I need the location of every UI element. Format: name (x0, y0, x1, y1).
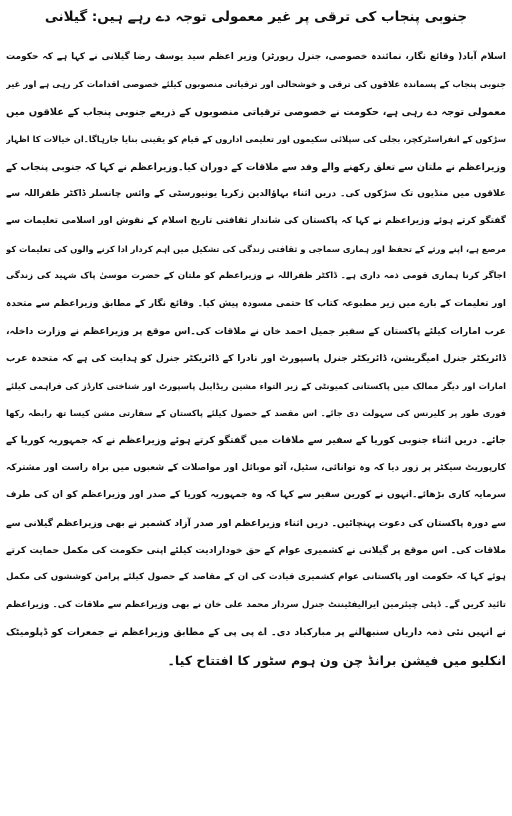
article-line: ڈائریکٹر جنرل امیگریشن، ڈائریکٹر جنرل پاسپورٹ اور نادرا کے ڈائریکٹر جنرل کو ہدایت کی ہے کہ متحدہ عرب (6, 353, 506, 365)
article-line: ہوئے کہا کہ حکومت اور پاکستانی عوام کشمیری قیادت کی ان کے مقاصد کے حصول کیلئے پرامن کوششوں کی مکمل (6, 572, 506, 583)
headline: جنوبی پنجاب کی ترقی پر غیر معمولی توجہ دے رہے ہیں: گیلانی (44, 9, 468, 25)
article-line: انکلیو میں فیشن برانڈ چن ون ہوم سٹور کا افتتاح کیا۔ (167, 652, 506, 668)
article-line: اجاگر کرنا ہماری قومی ذمہ داری ہے۔ ڈاکٹر ظفراللہ نے وزیراعظم کو ملتان کے حضرت موسیٰ پاک شہید کی زندگی (6, 271, 506, 282)
article-line: سے دورہ پاکستان کی دعوت پہنچائیں۔ دریں اثناء وزیراعظم اور صدر آزاد کشمیر نے بھی وزیراعظم گیلانی سے (6, 517, 506, 529)
article-line: اسلام آباد( وقائع نگار، نمائندہ خصوصی، جنرل رپورٹر) وزیر اعظم سید یوسف رضا گیلانی نے کہا ہے کہ حکومت (6, 52, 506, 62)
article-line: علاقوں میں منڈیوں تک سڑکوں کی۔ دریں اثناء بہاؤالدین زکریا یونیورسٹی کے وائس چانسلر ڈاکٹر ظفراللہ سے (6, 188, 506, 199)
article-line: فوری طور پر کلیرنس کی سہولت دی جائے۔ اس مقصد کے حصول کیلئے پاکستان کے سفارتی مشن کیسا تھ رابطہ رکھا (6, 408, 506, 419)
article-line: ملاقات کی۔ اس موقع پر گیلانی نے کشمیری عوام کے حق خودارادیت کیلئے اپنی حکومت کی مکمل حمایت کرتے (6, 545, 506, 557)
article-line: امارات اور دیگر ممالک میں پاکستانی کمیونٹی کے زیر التواء مشین ریڈایبل پاسپورٹ اور شناختی کارڈز کی فراہمی کیلئے (6, 380, 506, 391)
article-line: وزیراعظم نے ملتان سے تعلق رکھنے والے وفد سے ملاقات کے دوران کیا۔وزیراعظم نے کہا کہ جنوبی پنجاب کے (6, 161, 506, 173)
article-line: جنوبی پنجاب کے پسماندہ علاقوں کی ترقی و خوشحالی اور ترقیاتی منصوبوں کیلئے خصوصی اقدامات کر رہی ہے اور غیر (6, 79, 506, 90)
article-line: جائے۔ دریں اثناء جنوبی کوریا کے سفیر سے ملاقات میں گفتگو کرتے ہوئے وزیراعظم نے کہ جمہوریہ کوریا کے (6, 435, 506, 447)
article-line: نے انہیں نئی ذمہ داریاں سنبھالنے پر مبارکباد دی۔ اے پی پی کے مطابق وزیراعظم نے جمعرات کو ڈپلومیٹک (6, 627, 506, 639)
article-line: مرصع ہے، اپنے ورثے کے تحفظ اور ہماری سماجی و ثقافتی زندگی کی تشکیل میں اہم کردار ادا کرنے والوں کی تعلیمات کو (6, 243, 506, 254)
article-line: سرمایہ کاری بڑھائے۔انہوں نے کورین سفیر سے کہا کہ وہ جمہوریہ کوریا کے صدر اور وزیراعظم کو ان کی طرف (6, 490, 506, 501)
article-line: اور تعلیمات کے بارے میں زیر مطبوعہ کتاب کا حتمی مسودہ پیش کیا۔ وقائع نگار کے مطابق وزیراعظم سے متحدہ (6, 298, 506, 309)
article-body (6, 44, 506, 674)
article-line: کارپوریٹ سیکٹر پر زور دیا کہ وہ توانائی، سٹیل، آٹو موبائل اور مواصلات کے شعبوں میں براہ راست اور مشترکہ (6, 462, 506, 473)
article-line: عرب امارات کیلئے پاکستان کے سفیر جمیل احمد خان نے ملاقات کی۔اس موقع پر وزیراعظم نے وزارت داخلہ، (6, 325, 506, 337)
article-line: سڑکوں کے انفراسٹرکچر، بجلی کی سپلائی سکیموں اور تعلیمی اداروں کے قیام کو یقینی بنایا جارہاگا۔ان خیالات کا اظہار (6, 134, 506, 145)
article-line: گفتگو کرتے ہوئے وزیراعظم نے کہا کہ پاکستان کی شاندار ثقافتی تاریخ اسلام کے نقوش اور اسلامی تعلیمات سے (6, 216, 506, 227)
article-line: معمولی توجہ دے رہی ہے، حکومت نے خصوصی ترقیاتی منصوبوں کے ذریعے جنوبی پنجاب کے علاقوں میں (6, 106, 506, 118)
article-line: تائید کریں گے۔ ڈپٹی چیئرمین ایرالیفٹیننٹ جنرل سردار محمد علی خان نے بھی وزیراعظم سے ملاقات کی۔ وزیراعظم (6, 599, 506, 610)
